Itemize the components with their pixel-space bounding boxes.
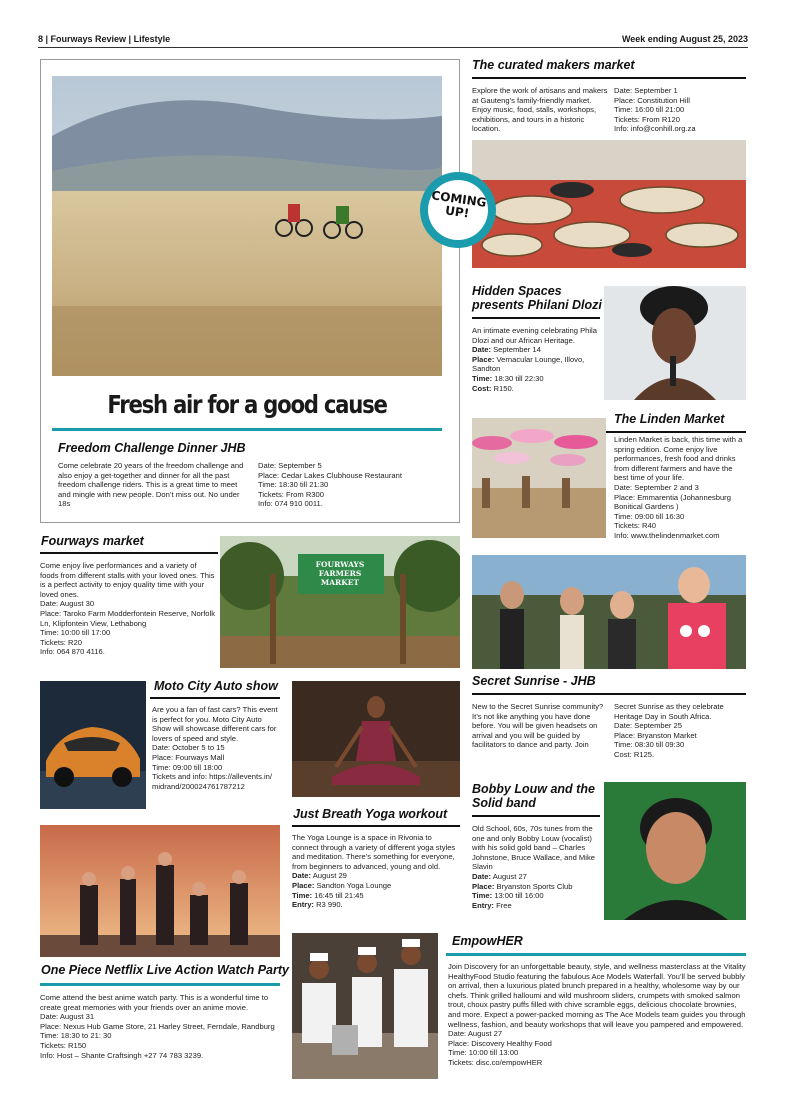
bobby-entry: Free bbox=[493, 900, 512, 910]
onepiece-place: Place: Nexus Hub Game Store, 21 Harley Street, Ferndale, Randburg bbox=[40, 1021, 275, 1031]
linden-tickets: Tickets: R40 bbox=[614, 521, 656, 531]
header-section: 8 | Fourways Review | Lifestyle bbox=[38, 34, 171, 44]
bobby-entry-label: Entry: bbox=[472, 900, 494, 910]
bobby-photo bbox=[604, 782, 746, 920]
yoga-entry: R3 990. bbox=[313, 900, 343, 910]
bobby-title-line1: Bobby Louw and the bbox=[472, 782, 595, 796]
bobby-time: 13:00 till 16:00 bbox=[492, 891, 544, 901]
makers-body: Explore the work of artisans and makers at Gauteng’s family-friendly market. Enjoy music, food, stalls, workshops, exhibitions, and tours in a historic location. bbox=[472, 86, 608, 134]
freedom-body: Come celebrate 20 years of the freedom challenge and also enjoy a get-together and dinner for all the past freedom challenge riders. This is a great time to meet and mingle with new people. Don’t miss out. No under 18s bbox=[58, 461, 244, 509]
hidden-title bbox=[472, 284, 602, 312]
makers-time: Time: 16:00 till 21:00 bbox=[614, 105, 685, 115]
fourways-rule bbox=[40, 552, 218, 554]
bobby-body bbox=[472, 824, 596, 910]
bobby-place: Bryanston Sports Club bbox=[494, 881, 573, 891]
bobby-date-label: Date: bbox=[472, 871, 491, 881]
makers-place: Place: Constitution Hill bbox=[614, 95, 690, 105]
hidden-cost-label: Cost: bbox=[472, 383, 492, 393]
onepiece-body bbox=[40, 993, 284, 1060]
freedom-date: Date: September 5 bbox=[258, 461, 322, 470]
hidden-title-line2: presents Philani Dlozi bbox=[472, 298, 602, 312]
yoga-time-label: Time: bbox=[292, 890, 313, 900]
empower-desc: Join Discovery for an unforgettable beauty, style, and wellness masterclass at the Vitality HealthyFood Studio featuring the fabulous Ace Models Waterfall. You’ll be served bubbly on arrival, then a luxurious plated brunch prepared in a healthy, wholesome way by our chefs. Think grilled halloumi and wild mushroom sliders, crumpets with smoked salmon trout, choux pastry puffs filled with chive scramble eggs, delicious chocolate brownies, and more. Expect a power-packed morning as The Ace Models team guides you through wellness, fashion, and beauty workshops that will leave you pampered and empowered. bbox=[448, 962, 746, 1029]
freedom-rule bbox=[52, 428, 442, 431]
hidden-cost: R150. bbox=[491, 383, 514, 393]
yoga-time: 16:45 till 21:45 bbox=[312, 890, 364, 900]
moto-rule bbox=[150, 697, 280, 699]
fourways-time: Time: 10:00 till 17:00 bbox=[40, 628, 111, 638]
cyclists-photo bbox=[52, 76, 442, 376]
hidden-date-label: Date: bbox=[472, 345, 491, 355]
linden-date: Date: September 2 and 3 bbox=[614, 482, 699, 492]
onepiece-date: Date: August 31 bbox=[40, 1012, 95, 1022]
sunrise-desc2: Secret Sunrise as they celebrate Heritage Day in South Africa. bbox=[614, 702, 724, 721]
onepiece-info: Info: Host – Shante Craftsingh +27 74 783 3239. bbox=[40, 1050, 204, 1060]
makers-rule bbox=[472, 77, 746, 79]
moto-date: Date: October 5 to 15 bbox=[152, 743, 225, 753]
moto-desc: Are you a fan of fast cars? This event is perfect for you. Moto City Auto Show will showcase different cars for lovers of speed and style. bbox=[152, 705, 278, 743]
moto-time: Time: 09:00 till 18:00 bbox=[152, 762, 223, 772]
bobby-title-line2: Solid band bbox=[472, 796, 536, 810]
page-header bbox=[38, 33, 748, 48]
car-photo bbox=[40, 681, 146, 809]
bobby-rule bbox=[472, 815, 600, 817]
hidden-desc: An intimate evening celebrating Phila Dlozi and our African Heritage. bbox=[472, 326, 597, 345]
empower-place: Place: Discovery Healthy Food bbox=[448, 1038, 552, 1048]
fourways-info: Info: 064 870 4116. bbox=[40, 647, 105, 657]
bobby-place-label: Place: bbox=[472, 881, 495, 891]
onepiece-desc: Come attend the best anime watch party. This is a wonderful time to create great memories with your friends over an anime movie. bbox=[40, 993, 269, 1012]
fourways-title: Fourways market bbox=[41, 534, 144, 548]
fourways-sign: FOURWAYS FARMERS MARKET bbox=[315, 560, 365, 587]
linden-desc: Linden Market is back, this time with a spring edition. Come enjoy live performances, fresh food and drinks from different farmers and have the best time of your life. bbox=[614, 435, 743, 483]
hidden-time: 18:30 till 22:30 bbox=[492, 373, 544, 383]
empower-rule bbox=[446, 953, 746, 956]
yoga-rule bbox=[292, 825, 460, 827]
freedom-headline: Fresh air for a good cause bbox=[107, 390, 387, 419]
empower-body bbox=[448, 962, 746, 1068]
moto-place: Place: Fourways Mall bbox=[152, 752, 225, 762]
linden-photo bbox=[472, 418, 606, 538]
freedom-place: Place: Cedar Lakes Clubhouse Restaurant bbox=[258, 470, 402, 480]
shoes-photo bbox=[472, 140, 746, 268]
yoga-date: August 29 bbox=[311, 871, 347, 881]
hidden-date: September 14 bbox=[491, 345, 541, 355]
makers-info: Info: info@conhill.org.za bbox=[614, 124, 696, 134]
freedom-details bbox=[258, 461, 442, 509]
sunrise-col2 bbox=[614, 702, 746, 760]
freedom-tickets: Tickets: From R300 bbox=[258, 489, 324, 499]
yoga-entry-label: Entry: bbox=[292, 900, 314, 910]
sunrise-cost: Cost: R125. bbox=[614, 749, 655, 759]
moto-title: Moto City Auto show bbox=[154, 679, 278, 693]
sunrise-photo bbox=[472, 555, 746, 669]
onepiece-time: Time: 18:30 to 21: 30 bbox=[40, 1031, 112, 1041]
fourways-tickets: Tickets: R20 bbox=[40, 637, 82, 647]
hidden-time-label: Time: bbox=[472, 373, 493, 383]
hidden-place-label: Place: bbox=[472, 354, 495, 364]
sunrise-col1: New to the Secret Sunrise community? It’s not like anything you have done before. You will be given headsets on arrival and you will be guided by facilitators to dance and party. Join bbox=[472, 702, 604, 750]
sunrise-place: Place: Bryanston Market bbox=[614, 730, 697, 740]
onepiece-rule bbox=[40, 983, 280, 986]
linden-place: Place: Emmarentia (Johannesburg Bonitical Gardens ) bbox=[614, 492, 731, 512]
bobby-date: August 27 bbox=[491, 871, 527, 881]
onepiece-tickets: Tickets: R150 bbox=[40, 1040, 87, 1050]
sunrise-rule bbox=[472, 693, 746, 695]
yoga-place-label: Place: bbox=[292, 880, 315, 890]
hidden-rule bbox=[472, 317, 600, 319]
coming-up-badge bbox=[420, 172, 496, 248]
yoga-place: Sandton Yoga Lounge bbox=[314, 880, 392, 890]
bobby-title bbox=[472, 782, 595, 810]
empower-title: EmpowHER bbox=[452, 934, 523, 948]
philani-photo bbox=[604, 286, 746, 400]
bobby-desc: Old School, 60s, 70s tunes from the one and only Bobby Louw (vocalist) with his solid gold band – Charles Johnstone, Bruce Wallace, and Mike Slavin bbox=[472, 824, 595, 872]
yoga-body bbox=[292, 833, 460, 910]
onepiece-photo bbox=[40, 825, 280, 957]
moto-body bbox=[152, 705, 282, 791]
fourways-date: Date: August 30 bbox=[40, 599, 95, 609]
onepiece-title: One Piece Netflix Live Action Watch Party bbox=[41, 963, 289, 977]
yoga-photo bbox=[292, 681, 460, 797]
hidden-title-line1: Hidden Spaces bbox=[472, 284, 562, 298]
freedom-time: Time: 18:30 till 21:30 bbox=[258, 480, 329, 490]
moto-tickets: Tickets and info: https://allevents.in/ midrand/200024761787212 bbox=[152, 772, 273, 791]
empower-date: Date: August 27 bbox=[448, 1029, 503, 1039]
freedom-title: Freedom Challenge Dinner JHB bbox=[58, 441, 246, 455]
sunrise-title: Secret Sunrise - JHB bbox=[472, 674, 596, 688]
sunrise-time: Time: 08:30 till 09:30 bbox=[614, 740, 685, 750]
yoga-desc: The Yoga Lounge is a space in Rivonia to connect through a variety of different yoga styles and meditation. There’s something for everyone, from beginners to advanced, young and old. bbox=[292, 833, 456, 871]
fourways-place: Place: Taroko Farm Modderfontein Reserve, Norfolk Ln, Klipfontein View, Lethabong bbox=[40, 608, 216, 628]
linden-body bbox=[614, 435, 746, 541]
sunrise-date: Date: September 25 bbox=[614, 721, 682, 731]
makers-title: The curated makers market bbox=[472, 58, 635, 72]
chefs-photo bbox=[292, 933, 438, 1079]
yoga-date-label: Date: bbox=[292, 871, 311, 881]
hidden-place: Vernacular Lounge, Illovo, Sandton bbox=[472, 354, 585, 374]
makers-date: Date: September 1 bbox=[614, 86, 678, 95]
makers-details bbox=[614, 86, 746, 134]
yoga-title: Just Breath Yoga workout bbox=[293, 807, 448, 821]
header-date: Week ending August 25, 2023 bbox=[621, 34, 748, 44]
coming-up-text: COMING UP! bbox=[430, 188, 488, 221]
empower-time: Time: 10:00 till 13:00 bbox=[448, 1048, 519, 1058]
makers-tickets: Tickets: From R120 bbox=[614, 114, 680, 124]
hidden-body bbox=[472, 326, 600, 393]
fourways-photo bbox=[220, 536, 460, 668]
linden-title: The Linden Market bbox=[614, 412, 725, 426]
linden-info: Info: www.thelindenmarket.com bbox=[614, 530, 720, 540]
empower-tickets: Tickets: disc.co/empowHER bbox=[448, 1057, 543, 1067]
bobby-time-label: Time: bbox=[472, 891, 493, 901]
freedom-info: Info: 074 910 0011. bbox=[258, 499, 323, 509]
fourways-body bbox=[40, 561, 216, 657]
linden-time: Time: 09:00 till 16:30 bbox=[614, 511, 685, 521]
fourways-desc: Come enjoy live performances and a variety of foods from different stalls with your loved ones. This is a perfect activity to enjoy quality time with your loved ones. bbox=[40, 561, 215, 599]
